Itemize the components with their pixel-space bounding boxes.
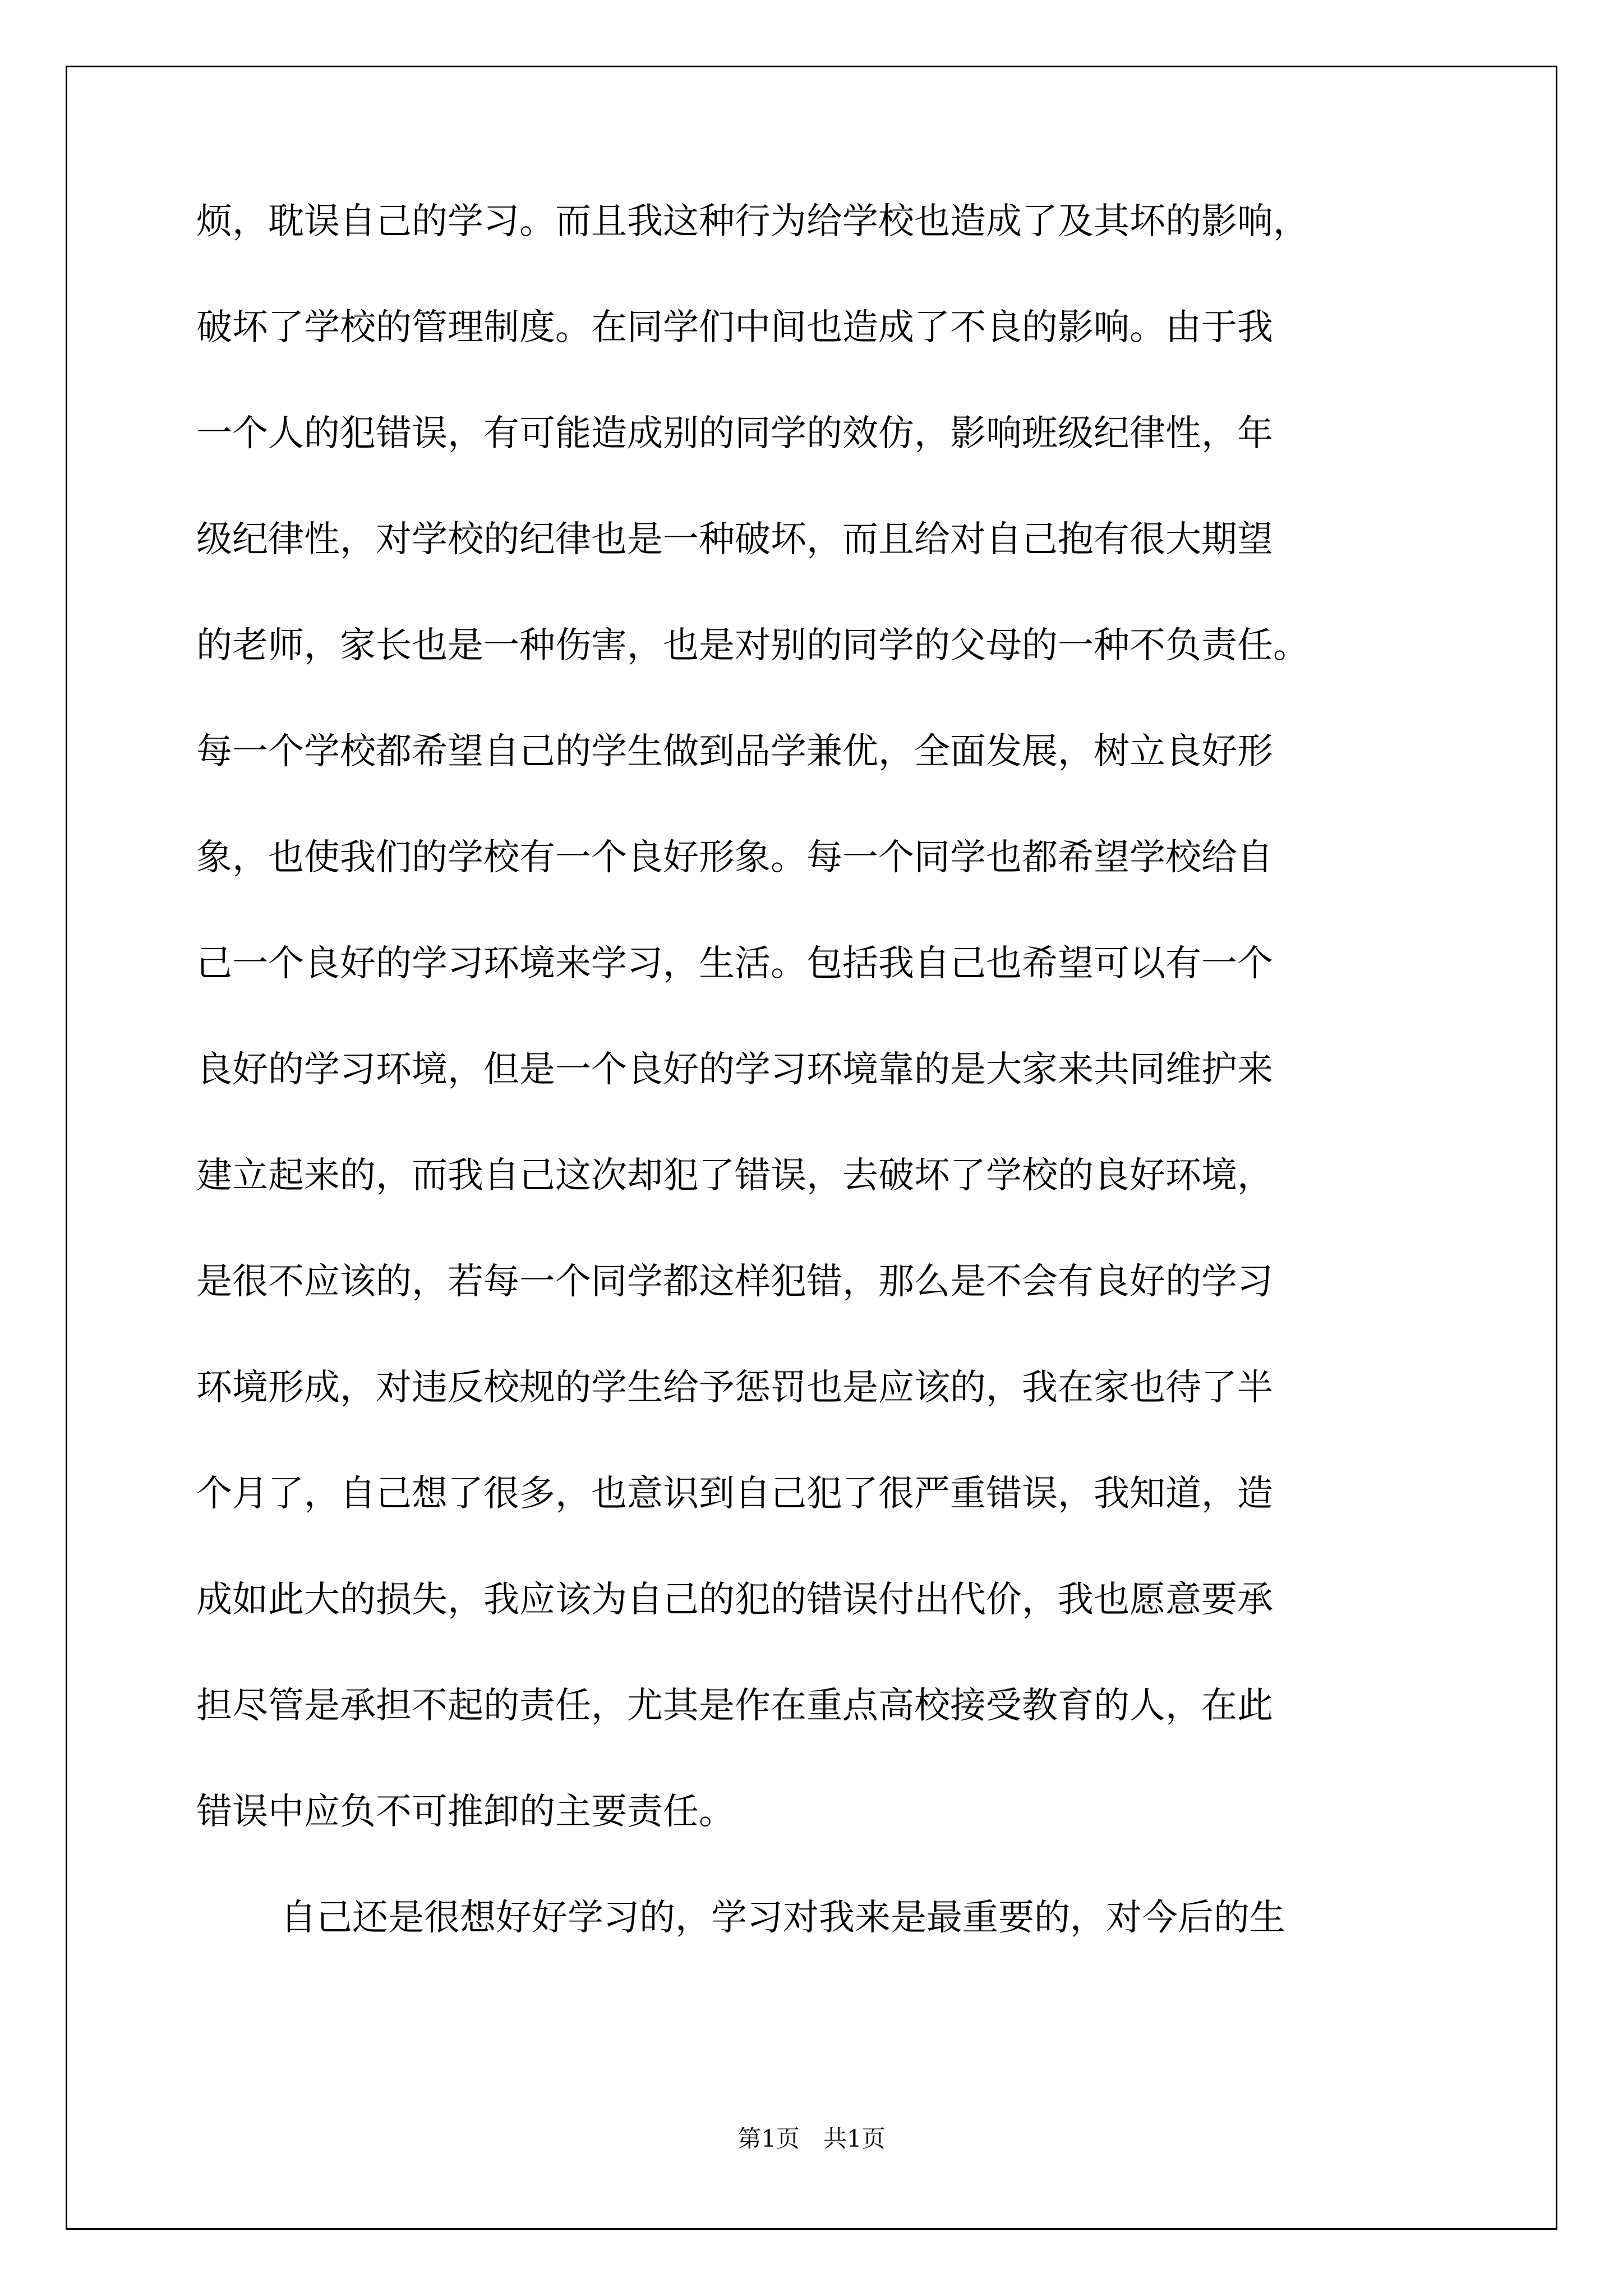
text-line: 成如此大的损失，我应该为自己的犯的错误付出代价，我也愿意要承 (196, 1579, 1273, 1621)
text-line: 环境形成，对违反校规的学生给予惩罚也是应该的，我在家也待了半 (196, 1367, 1273, 1409)
paragraph-start-line: 自己还是很想好好学习的，学习对我来是最重要的，对今后的生 (280, 1897, 1285, 1939)
text-line: 己一个良好的学习环境来学习，生活。包括我自己也希望可以有一个 (196, 943, 1273, 984)
text-line: 象，也使我们的学校有一个良好形象。每一个同学也都希望学校给自 (196, 837, 1273, 878)
text-line: 的老师，家长也是一种伤害，也是对别的同学的父母的一种不负责任。 (196, 625, 1309, 666)
text-line: 是很不应该的，若每一个同学都这样犯错，那么是不会有良好的学习 (196, 1261, 1273, 1303)
document-body (196, 194, 1437, 1996)
text-line: 破坏了学校的管理制度。在同学们中间也造成了不良的影响。由于我 (196, 307, 1273, 348)
text-line: 烦，耽误自己的学习。而且我这种行为给学校也造成了及其坏的影响， (196, 201, 1309, 242)
text-line: 建立起来的，而我自己这次却犯了错误，去破坏了学校的良好环境， (196, 1155, 1273, 1197)
text-line: 每一个学校都希望自己的学生做到品学兼优，全面发展，树立良好形 (196, 731, 1273, 772)
page-number-footer: 第1页 共1页 (737, 2125, 886, 2152)
text-line: 错误中应负不可推卸的主要责任。 (196, 1791, 735, 1833)
text-line: 良好的学习环境，但是一个良好的学习环境靠的是大家来共同维护来 (196, 1049, 1273, 1091)
text-line: 担尽管是承担不起的责任，尤其是作在重点高校接受教育的人，在此 (196, 1685, 1273, 1727)
text-line: 个月了，自己想了很多，也意识到自己犯了很严重错误，我知道，造 (196, 1473, 1273, 1515)
text-line: 一个人的犯错误，有可能造成别的同学的效仿，影响班级纪律性，年 (196, 413, 1273, 454)
text-line: 级纪律性，对学校的纪律也是一种破坏，而且给对自己抱有很大期望 (196, 519, 1273, 560)
